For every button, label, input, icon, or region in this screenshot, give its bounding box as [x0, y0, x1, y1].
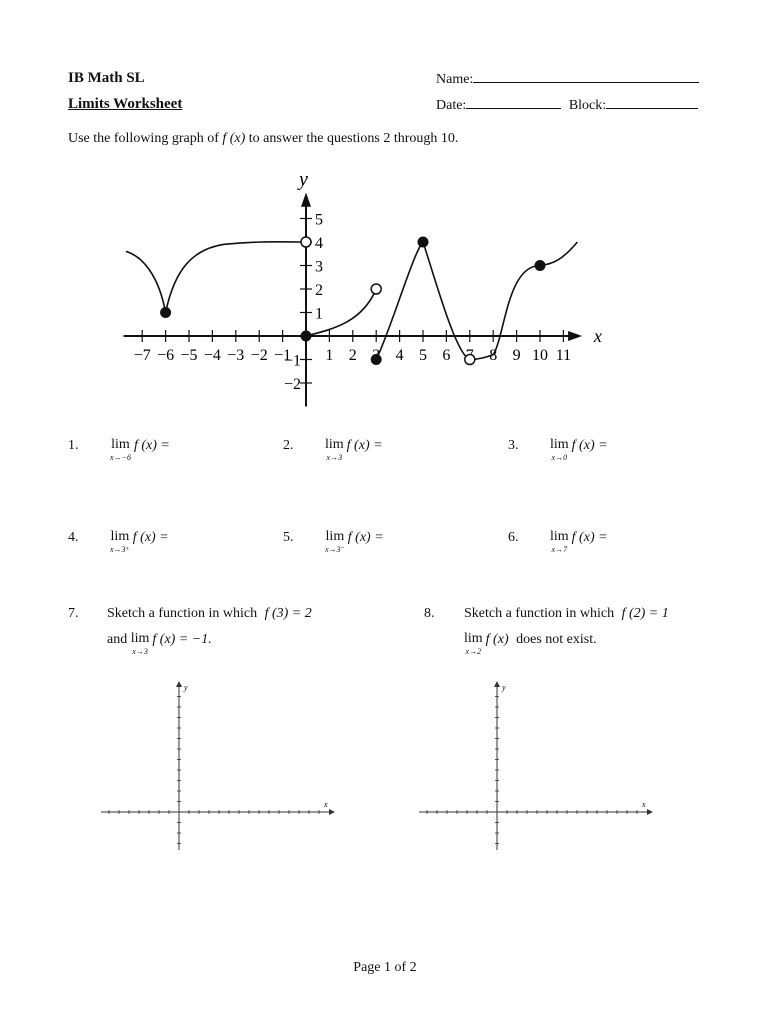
lim-function: f (x) =	[133, 438, 170, 453]
date-line[interactable]	[466, 96, 561, 109]
lim-function: f (x) =	[346, 438, 383, 453]
question-number: 2.	[283, 438, 294, 453]
lim-function: f (x) =	[347, 530, 384, 545]
lim-word: lim	[110, 529, 130, 544]
q8-line1	[464, 606, 669, 622]
small-axes	[419, 681, 653, 850]
small-x-label: x	[642, 800, 646, 809]
q7-condition: f (3) = 2	[264, 606, 312, 621]
x-tick-label: 5	[419, 347, 427, 364]
y-tick-label: 2	[315, 282, 323, 299]
open-point	[465, 355, 475, 365]
x-tick-label: −5	[180, 347, 198, 364]
limit-expression	[110, 530, 169, 554]
closed-point	[535, 260, 546, 271]
limit-expression	[550, 438, 608, 462]
small-y-label: y	[184, 683, 188, 692]
lim-word: lim	[130, 631, 150, 646]
curve-segment	[493, 242, 577, 355]
q7-lim	[131, 632, 150, 656]
x-tick-label: −3	[227, 347, 245, 364]
x-axis-label: x	[593, 326, 602, 346]
question-number: 4.	[68, 530, 79, 545]
name-label: Name:	[436, 72, 474, 87]
q8-line2	[464, 632, 597, 656]
lim-subscript: x→0	[551, 453, 568, 462]
lim-function: f (x) =	[571, 530, 608, 545]
q7-lim-sub: x→3	[132, 647, 148, 656]
x-axis-arrow	[568, 331, 582, 341]
lim-operator	[110, 438, 131, 462]
curve-segment	[166, 242, 306, 313]
question-number: 5.	[283, 530, 294, 545]
x-tick-label: −2	[250, 347, 268, 364]
y-tick-label: 5	[315, 211, 323, 229]
lim-word: lim	[111, 437, 130, 452]
y-tick-label: −1	[283, 352, 301, 370]
y-tick-label: −2	[283, 376, 301, 393]
open-point	[371, 284, 381, 294]
x-tick-label: 8	[489, 347, 498, 364]
small-x-label: x	[324, 800, 328, 809]
lim-operator	[550, 530, 569, 554]
q8-lim-expr: f (x)	[485, 632, 509, 647]
name-line[interactable]	[473, 70, 699, 83]
y-axis-label: y	[299, 168, 308, 191]
small-y-arrow	[494, 681, 500, 687]
limit-expression	[325, 530, 384, 554]
question-number: 1.	[68, 438, 79, 453]
q7-and: and	[107, 632, 128, 647]
date-label: Date:	[436, 98, 467, 113]
closed-point	[160, 307, 171, 318]
sketch-axes-q8[interactable]	[413, 676, 658, 854]
q8-num: 8.	[424, 606, 435, 621]
small-x-arrow	[329, 809, 335, 815]
limit-expression	[550, 530, 608, 554]
closed-point	[301, 331, 312, 342]
open-point	[301, 237, 311, 247]
q8-lim	[464, 632, 483, 656]
limit-expression	[325, 438, 383, 462]
q7-text: Sketch a function in which	[107, 606, 258, 621]
function-graph	[0, 160, 770, 420]
lim-operator	[550, 438, 569, 462]
x-tick-label: 11	[555, 347, 572, 364]
lim-word: lim	[550, 529, 569, 544]
sketch-axes-q7[interactable]	[95, 676, 340, 854]
course-name: IB Math SL	[68, 70, 145, 86]
q8-dne: does not exist.	[516, 632, 597, 647]
instructions-after: to answer the questions 2 through 10.	[248, 131, 459, 146]
lim-word: lim	[464, 631, 483, 646]
q7-line1	[107, 606, 312, 622]
lim-function: f (x) =	[571, 438, 608, 453]
curve-segment	[126, 251, 166, 312]
x-tick-label: 10	[532, 347, 548, 364]
small-y-label: y	[502, 683, 506, 692]
x-tick-label: 4	[395, 347, 404, 364]
graph-root	[123, 169, 601, 407]
small-axes	[101, 681, 335, 850]
q8-text: Sketch a function in which	[464, 606, 615, 621]
lim-subscript: x→−6	[110, 453, 131, 462]
question-number: 6.	[508, 530, 519, 545]
q7-num: 7.	[68, 606, 79, 621]
q7-line2	[107, 632, 212, 656]
instructions	[68, 131, 458, 147]
y-tick-label: 1	[315, 305, 323, 323]
block-line[interactable]	[606, 96, 698, 109]
x-tick-label: −1	[274, 347, 292, 364]
instructions-func: f (x)	[222, 131, 246, 146]
closed-point	[371, 354, 382, 365]
lim-function: f (x) =	[132, 530, 169, 545]
lim-word: lim	[550, 437, 569, 452]
x-tick-label: 2	[348, 347, 357, 364]
x-tick-label: 6	[442, 347, 451, 364]
lim-subscript: x→3⁻	[325, 545, 345, 554]
limit-expression	[110, 438, 170, 462]
y-tick-label: 4	[315, 235, 323, 252]
small-y-arrow	[176, 681, 182, 687]
lim-operator	[325, 530, 345, 554]
q8-lim-sub: x→2	[465, 647, 482, 656]
small-x-arrow	[647, 809, 653, 815]
page-number: Page 1 of 2	[353, 960, 417, 975]
block-label: Block:	[568, 98, 607, 113]
q7-lim-expr: f (x) = −1.	[152, 632, 212, 647]
lim-word: lim	[325, 529, 345, 544]
x-tick-label: −6	[157, 347, 175, 364]
lim-subscript: x→3⁺	[110, 545, 130, 554]
lim-subscript: x→3	[326, 453, 343, 462]
name-field[interactable]	[436, 70, 699, 88]
closed-point	[418, 237, 429, 248]
x-tick-label: −4	[203, 347, 221, 364]
question-number: 3.	[508, 438, 519, 453]
lim-word: lim	[325, 437, 344, 452]
lim-operator	[110, 530, 130, 554]
y-tick-label: 3	[315, 258, 323, 276]
lim-operator	[325, 438, 344, 462]
lim-subscript: x→7	[551, 545, 568, 554]
x-tick-label: 1	[325, 347, 334, 364]
y-axis-arrow	[301, 193, 311, 207]
q8-condition: f (2) = 1	[621, 606, 669, 621]
date-block-field	[436, 96, 698, 114]
x-tick-label: 9	[512, 347, 521, 364]
x-tick-label: −7	[133, 347, 151, 364]
instructions-before: Use the following graph of	[68, 131, 219, 146]
worksheet-title: Limits Worksheet	[68, 96, 183, 112]
